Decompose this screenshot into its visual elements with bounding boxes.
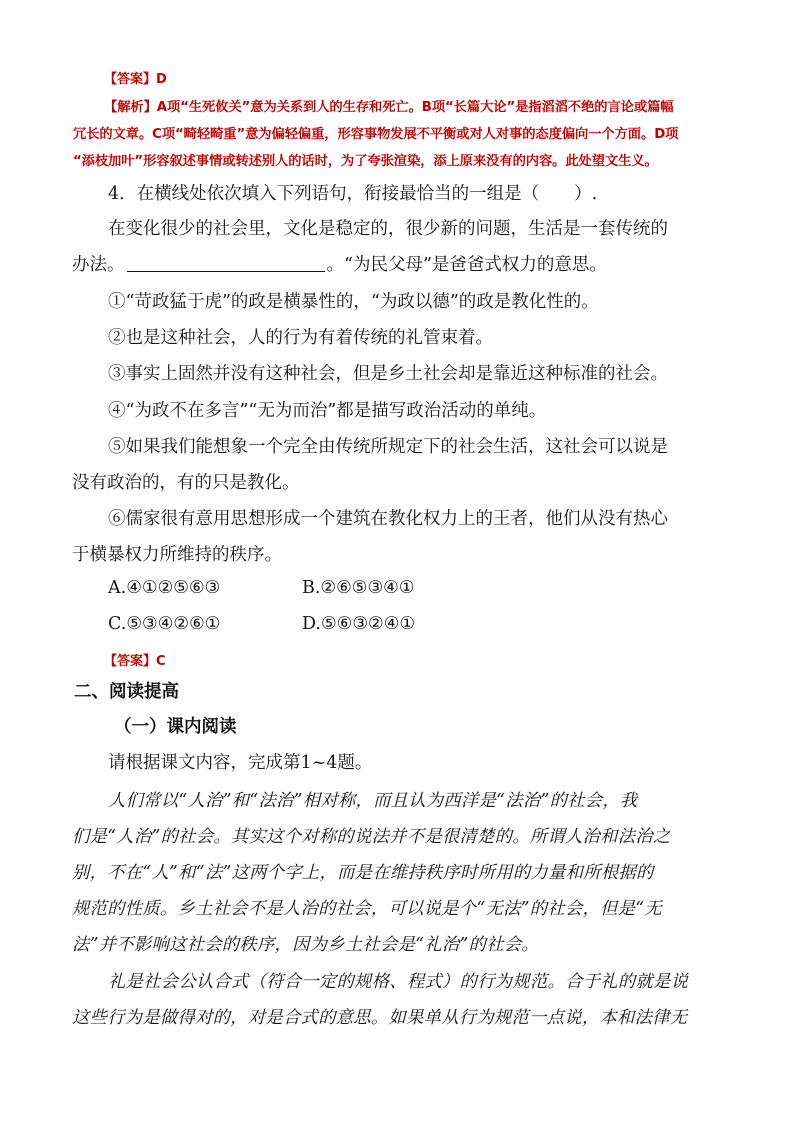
- sentence-6-line-2: 于横暴权力所维持的秩序。: [72, 545, 282, 565]
- passage-line-4: 规范的性质。乡土社会不是人治的社会，可以说是个“无法”的社会，但是“无: [72, 899, 663, 919]
- analysis-line-3: “添枝加叶”形容叙述事情或转述别人的话时，为了夸张渲染，添上原来没有的内容。此处望文生义。: [73, 154, 658, 169]
- analysis-text-1: A项“生死攸关”意为关系到人的生存和死亡。B项“长篇大论”是指滔滔不绝的言论或篇幅: [156, 100, 674, 115]
- sentence-1: ①“苛政猛于虎”的政是横暴性的，“为政以德”的政是教化性的。: [108, 292, 599, 312]
- analysis-label: 【解析】: [104, 100, 157, 115]
- question-4-paragraph-1: 在变化很少的社会里，文化是稳定的，很少新的问题，生活是一套传统的: [108, 219, 668, 239]
- sentence-4: ④“为政不在多言”“无为而治”都是描写政治活动的单纯。: [108, 401, 547, 421]
- question-4-paragraph-2: [72, 251, 607, 276]
- sentence-2: ②也是这种社会，人的行为有着传统的礼管束着。: [108, 328, 493, 348]
- paragraph-2-before: 办法。: [72, 255, 125, 275]
- sentence-5-line-2: 没有政治的，有的只是教化。: [72, 473, 300, 493]
- passage-line-6: 礼是社会公认合式（符合一定的规格、程式）的行为规范。合于礼的就是说: [108, 972, 689, 992]
- fill-in-blank: [127, 255, 325, 272]
- option-c: C.⑤③④②⑥①: [108, 614, 221, 634]
- subsection-heading: （一）课内阅读: [114, 717, 237, 737]
- question-4-stem: 4．在横线处依次填入下列语句，衔接最恰当的一组是（ ）.: [108, 184, 598, 204]
- option-a: A.④①②⑤⑥③: [108, 578, 221, 598]
- analysis-line-1: [104, 96, 673, 115]
- answer-value: C: [156, 654, 166, 669]
- sentence-3: ③事实上固然并没有这种社会，但是乡土社会却是靠近这种标准的社会。: [108, 364, 668, 384]
- option-b: B.②⑥⑤③④①: [302, 578, 415, 598]
- option-d: D.⑤⑥③②④①: [302, 614, 416, 634]
- passage-line-3: 别，不在“人”和“法”这两个字上，而是在维持秩序时所用的力量和所根据的: [72, 863, 654, 883]
- paragraph-2-after: 。“为民父母”是爸爸式权力的意思。: [326, 255, 607, 275]
- sentence-6-line-1: ⑥儒家很有意用思想形成一个建筑在教化权力上的王者，他们从没有热心: [108, 509, 668, 529]
- reading-intro: 请根据课文内容，完成第1~4题。: [108, 753, 373, 773]
- answer-label: 【答案】: [104, 654, 157, 669]
- section-heading: 二、阅读提高: [74, 682, 179, 702]
- answer-label: 【答案】: [104, 72, 157, 87]
- passage-line-5: 法”并不影响这社会的秩序，因为乡土社会是“礼治”的社会。: [72, 935, 539, 955]
- analysis-line-2: 冗长的文章。C项“畸轻畸重”意为偏轻偏重，形容事物发展不平衡或对人对事的态度偏向一个方面。D项: [73, 127, 679, 142]
- answer-line-1: [104, 68, 167, 87]
- passage-line-7: 这些行为是做得对的，对是合式的意思。如果单从行为规范一点说，本和法律无: [72, 1008, 688, 1028]
- passage-line-1: 人们常以“人治”和“法治”相对称，而且认为西洋是“法治”的社会，我: [108, 791, 638, 811]
- answer-value: D: [156, 72, 167, 87]
- sentence-5-line-1: ⑤如果我们能想象一个完全由传统所规定下的社会生活，这社会可以说是: [108, 437, 668, 457]
- passage-line-2: 们是“人治”的社会。其实这个对称的说法并不是很清楚的。所谓人治和法治之: [72, 827, 671, 847]
- answer-line-2: [104, 650, 166, 669]
